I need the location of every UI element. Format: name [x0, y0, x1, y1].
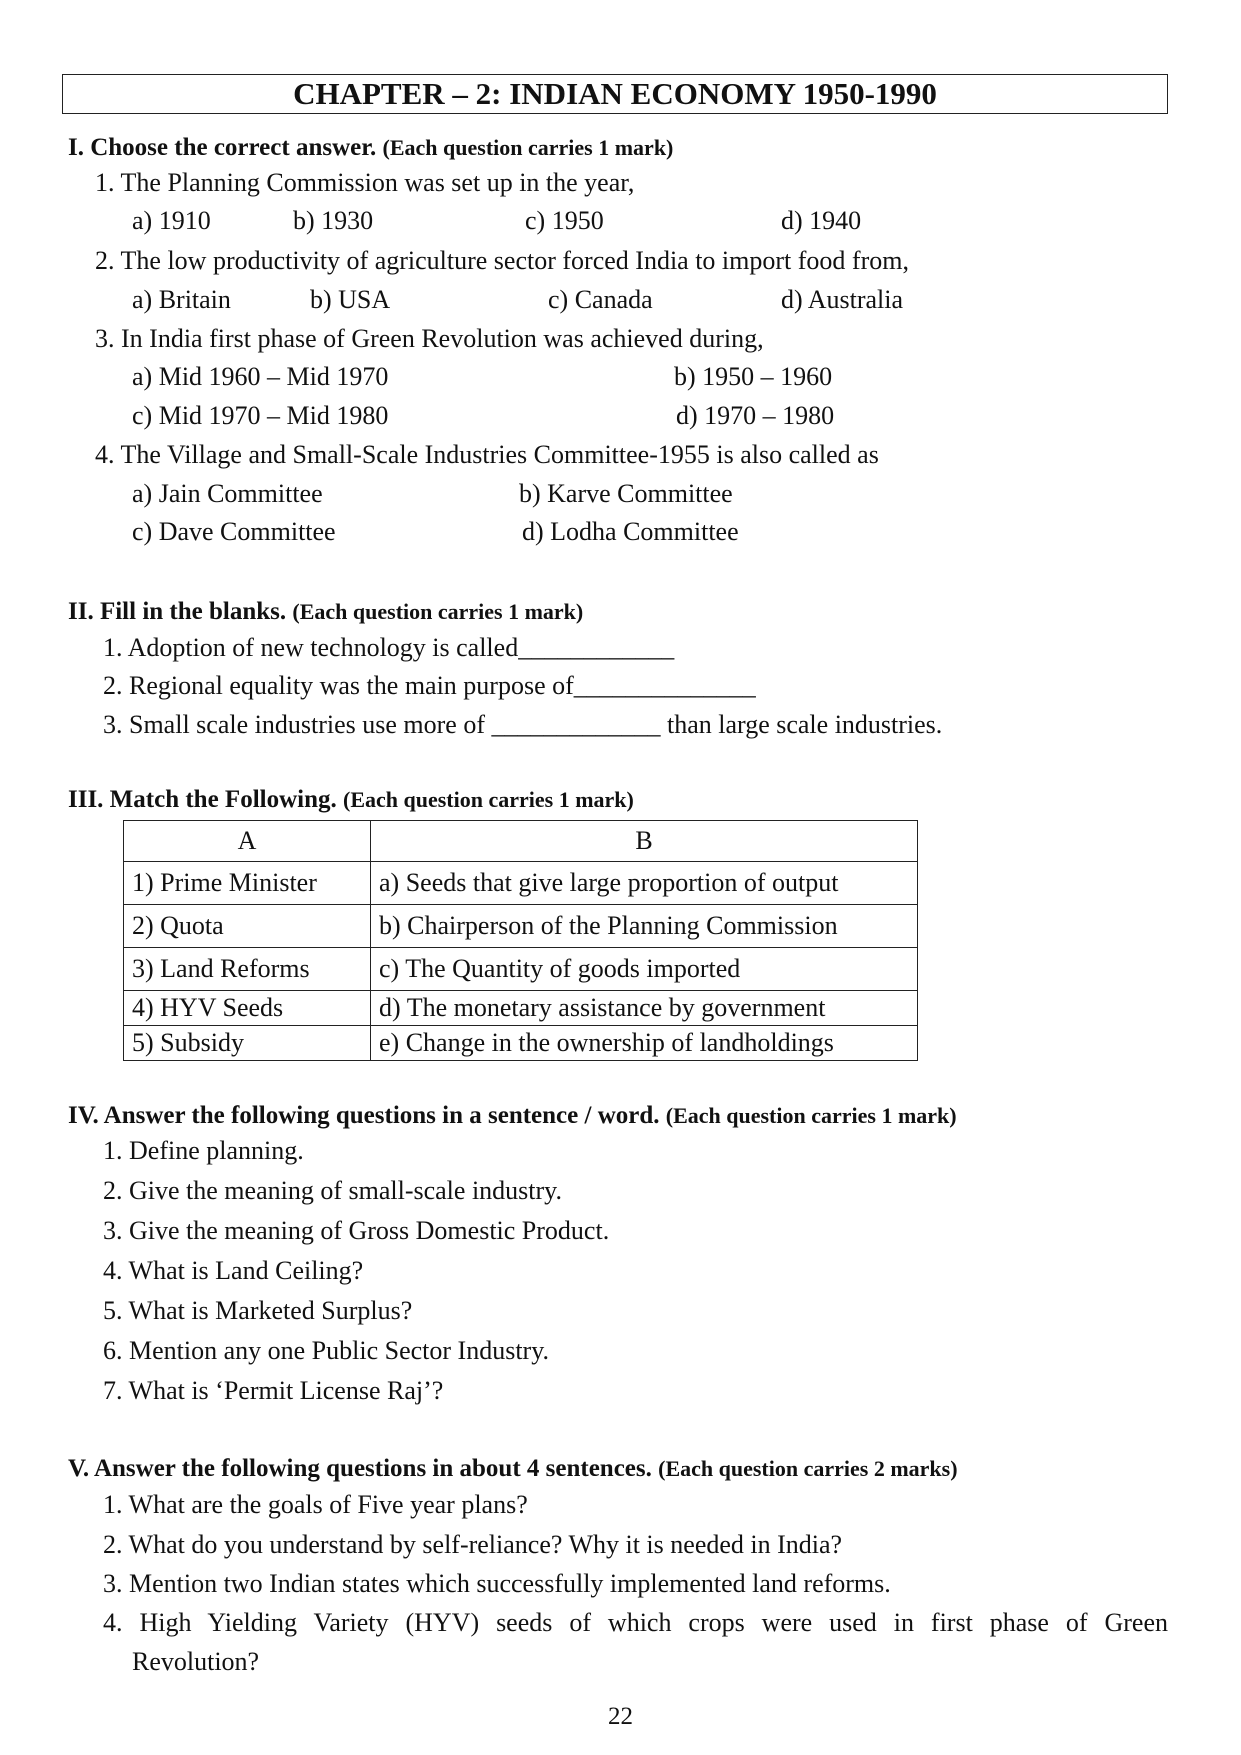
column-b-cell: b) Chairperson of the Planning Commission: [371, 905, 918, 948]
q3-text: 3. In India first phase of Green Revolution was achieved during,: [95, 324, 764, 353]
chapter-title: CHAPTER – 2: INDIAN ECONOMY 1950-1990: [62, 74, 1168, 114]
list-item: 2. Give the meaning of small-scale industry.: [103, 1176, 562, 1205]
column-a-header: A: [124, 821, 371, 862]
section-3-heading: [68, 784, 634, 816]
q1-text: 1. The Planning Commission was set up in the year,: [95, 168, 635, 197]
table-row: [124, 905, 918, 948]
q3-option-b: b) 1950 – 1960: [674, 362, 833, 391]
section-1-heading-text: I. Choose the correct answer.: [68, 134, 377, 161]
list-item: 4. What is Land Ceiling?: [103, 1256, 364, 1285]
list-item: 3. Give the meaning of Gross Domestic Product.: [103, 1216, 610, 1245]
q2-option-d: d) Australia: [781, 285, 904, 314]
list-item: 7. What is ‘Permit License Raj’?: [103, 1376, 444, 1405]
match-table: [123, 820, 918, 1061]
section-4-heading: [68, 1100, 957, 1132]
fill-blank-item: 2. Regional equality was the main purpose of______________: [103, 671, 756, 700]
section-2-heading-text: II. Fill in the blanks.: [68, 598, 287, 625]
column-b-cell: c) The Quantity of goods imported: [371, 948, 918, 991]
section-3-heading-text: III. Match the Following.: [68, 786, 337, 813]
column-a-cell: 2) Quota: [124, 905, 371, 948]
column-b-cell: a) Seeds that give large proportion of output: [371, 862, 918, 905]
table-row: [124, 948, 918, 991]
section-5-heading: [68, 1453, 958, 1485]
fill-blank-item: 3. Small scale industries use more of _____________ than large scale industries.: [103, 710, 943, 739]
q4-option-c: c) Dave Committee: [132, 517, 336, 546]
table-row: [124, 862, 918, 905]
list-item: 2. What do you understand by self-reliance? Why it is needed in India?: [103, 1530, 843, 1559]
list-item: 1. Define planning.: [103, 1136, 304, 1165]
q1-option-b: b) 1930: [293, 206, 374, 235]
section-4-note: (Each question carries 1 mark): [665, 1103, 957, 1128]
column-a-cell: 3) Land Reforms: [124, 948, 371, 991]
q2-text: 2. The low productivity of agriculture sector forced India to import food from,: [95, 246, 909, 275]
list-item: 3. Mention two Indian states which successfully implemented land reforms.: [103, 1569, 891, 1598]
q4-option-b: b) Karve Committee: [519, 479, 733, 508]
q1-option-d: d) 1940: [781, 206, 862, 235]
table-row: [124, 1026, 918, 1061]
section-1-note: (Each question carries 1 mark): [382, 135, 674, 160]
q1-option-c: c) 1950: [525, 206, 604, 235]
q2-option-b: b) USA: [310, 285, 391, 314]
q3-option-c: c) Mid 1970 – Mid 1980: [132, 401, 389, 430]
column-a-cell: 1) Prime Minister: [124, 862, 371, 905]
list-item: 1. What are the goals of Five year plans?: [103, 1490, 528, 1519]
column-a-cell: 4) HYV Seeds: [124, 991, 371, 1026]
page-number: 22: [608, 1703, 633, 1730]
table-row: [124, 991, 918, 1026]
column-b-cell: d) The monetary assistance by government: [371, 991, 918, 1026]
list-item: 4. High Yielding Variety (HYV) seeds of which crops were used in first phase of Green: [103, 1608, 1168, 1637]
section-4-heading-text: IV. Answer the following questions in a sentence / word.: [68, 1102, 660, 1129]
column-b-cell: e) Change in the ownership of landholdings: [371, 1026, 918, 1061]
q1-option-a: a) 1910: [132, 206, 211, 235]
section-2-heading: [68, 596, 583, 628]
list-item-continuation: Revolution?: [132, 1647, 260, 1676]
fill-blank-item: 1. Adoption of new technology is called____________: [103, 633, 675, 662]
list-item: 6. Mention any one Public Sector Industry.: [103, 1336, 550, 1365]
q2-option-c: c) Canada: [548, 285, 653, 314]
section-3-note: (Each question carries 1 mark): [343, 787, 634, 812]
section-2-note: (Each question carries 1 mark): [292, 599, 584, 624]
section-5-note: (Each question carries 2 marks): [658, 1456, 958, 1481]
match-table-header: [124, 821, 918, 862]
q4-option-a: a) Jain Committee: [132, 479, 323, 508]
section-5-heading-text: V. Answer the following questions in about 4 sentences.: [68, 1455, 652, 1482]
section-1-heading: [68, 132, 673, 164]
q2-option-a: a) Britain: [132, 285, 231, 314]
q3-option-a: a) Mid 1960 – Mid 1970: [132, 362, 389, 391]
q3-option-d: d) 1970 – 1980: [676, 401, 835, 430]
q4-text: 4. The Village and Small-Scale Industries Committee-1955 is also called as: [95, 440, 879, 469]
column-a-cell: 5) Subsidy: [124, 1026, 371, 1061]
list-item: 5. What is Marketed Surplus?: [103, 1296, 413, 1325]
q4-option-d: d) Lodha Committee: [522, 517, 739, 546]
column-b-header: B: [371, 821, 918, 862]
